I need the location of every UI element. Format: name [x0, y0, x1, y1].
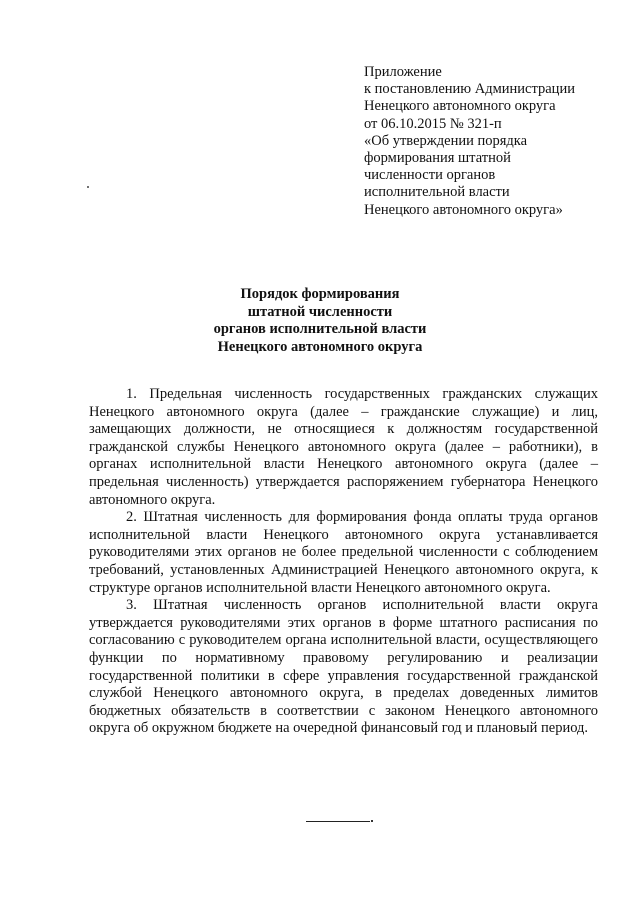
appendix-line: Ненецкого автономного округа: [364, 98, 556, 115]
appendix-line: исполнительной власти: [364, 184, 510, 201]
appendix-line: Ненецкого автономного округа»: [364, 201, 563, 218]
title-line: Порядок формирования: [240, 286, 400, 302]
paragraph-2: 2. Штатная численность для формирования фонда оплаты труда органов исполнительной власти Ненецкого автономного округа устанавливается руководителями этих органов не более предельной численности с соблюдением требований, установленных Администрацией Ненецкого автономного округа, к структуре органов исполнительной власти Ненецкого автономного округа.: [89, 509, 598, 596]
appendix-header: [364, 64, 614, 219]
title-line: органов исполнительной власти: [213, 321, 427, 338]
appendix-line: «Об утверждении порядка: [364, 132, 528, 149]
appendix-line: к постановлению Администрации: [364, 81, 575, 98]
appendix-line: формирования штатной: [364, 150, 511, 167]
title-line: штатной численности: [247, 303, 393, 320]
appendix-line: численности органов: [364, 167, 496, 184]
appendix-line: Приложение: [364, 64, 442, 80]
scan-speck: [87, 186, 89, 188]
separator-dot: [371, 820, 373, 822]
closing-separator-line: [306, 821, 370, 822]
paragraph-3: 3. Штатная численность органов исполнительной власти округа утверждается руководителями этих органов в форме штатного расписания по согласованию с руководителем органа исполнительной власти, осуществляющего функции по нормативному правовому регулированию и реализации государственной политики в сфере управления государственной гражданской службой Ненецкого автономного округа, в пределах доведенных лимитов бюджетных обязательств в соответствии с законом Ненецкого автономного округа об окружном бюджете на очередной финансовый год и плановый период.: [89, 597, 598, 737]
paragraph-1: 1. Предельная численность государственных гражданских служащих Ненецкого автономного округа (далее – гражданские служащие) и лиц, замещающих должности, не относящиеся к должностям государственной гражданской службы Ненецкого автономного округа (далее – работники), в органах исполнительной власти Ненецкого автономного округа (далее – предельная численность) утверждается распоряжением губернатора Ненецкого автономного округа.: [89, 386, 598, 508]
document-title: [0, 286, 640, 356]
document-body: [89, 386, 598, 738]
title-line: Ненецкого автономного округа: [217, 338, 423, 355]
appendix-line: от 06.10.2015 № 321-п: [364, 115, 502, 132]
